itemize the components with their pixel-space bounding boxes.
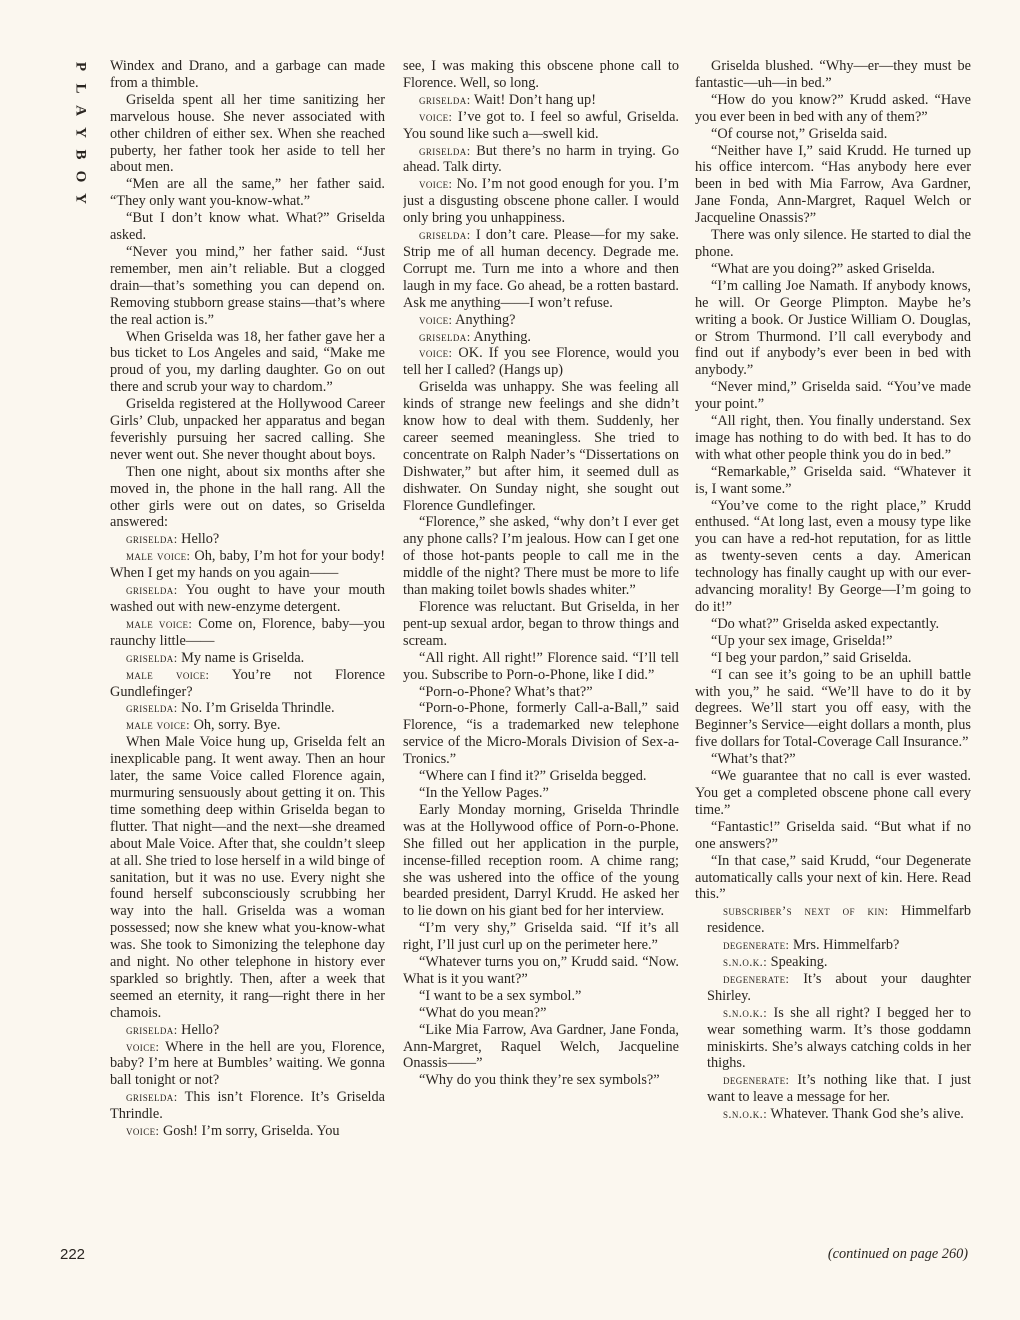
speaker-label: griselda: bbox=[126, 532, 178, 547]
dialogue-line bbox=[110, 582, 385, 616]
paragraph: “Florence,” she asked, “why don’t I ever get any phone calls? I’m jealous. How can I get one of those hot-pants people to call me in the middle of the night? There must be more to life than making toilet bowls shades whiter.” bbox=[403, 514, 679, 599]
paragraph: “I’m calling Joe Namath. If anybody knows, he will. Or George Plimpton. Maybe he’s writing a book. Or Justice William O. Douglas, or Strom Thurmond. I’ll call everybody and find out if anybody’s ever been in bed with anybody.” bbox=[695, 277, 971, 379]
speaker-label: griselda: bbox=[126, 1090, 178, 1105]
dialogue-text: Mrs. Himmelfarb? bbox=[789, 937, 900, 954]
dialogue-line bbox=[695, 971, 971, 1005]
dialogue-line bbox=[403, 345, 679, 379]
dialogue-line bbox=[695, 954, 971, 971]
dialogue-text: Come on, Florence, baby—you raunchy little—— bbox=[110, 615, 385, 649]
speaker-label: voice: bbox=[419, 346, 453, 361]
dialogue-text: Gosh! I’m sorry, Griselda. You bbox=[159, 1123, 340, 1140]
dialogue-line bbox=[695, 1072, 971, 1106]
dialogue-line bbox=[403, 109, 679, 143]
dialogue-text: No. I’m not good enough for you. I’m just a disgusting obscene phone caller. I would only bring you unhappiness. bbox=[403, 176, 679, 227]
paragraph: “But I don’t know what. What?” Griselda asked. bbox=[110, 210, 385, 244]
dialogue-line bbox=[695, 937, 971, 954]
paragraph: “Whatever turns you on,” Krudd said. “Now. What is it you want?” bbox=[403, 954, 679, 987]
dialogue-text: Is she all right? I begged her to wear something warm. It’s those goddamn miniskirts. She’s always catching colds in her thighs. bbox=[707, 1004, 971, 1072]
speaker-label: degenerate: bbox=[723, 938, 790, 953]
dialogue-line bbox=[110, 717, 385, 734]
paragraph: “Do what?” Griselda asked expectantly. bbox=[711, 615, 940, 632]
speaker-label: griselda: bbox=[126, 701, 178, 716]
page-number: 222 bbox=[60, 1246, 86, 1263]
dialogue-line bbox=[110, 1039, 385, 1090]
dialogue-text: You’re not Florence Gundlefinger? bbox=[110, 666, 385, 700]
masthead-letter: A bbox=[72, 105, 89, 116]
speaker-label: griselda: bbox=[419, 143, 471, 158]
paragraph: “Porn-o-Phone? What’s that?” bbox=[419, 683, 593, 700]
paragraph: “Men are all the same,” her father said. “They only want you-know-what.” bbox=[110, 176, 385, 210]
dialogue-text: I’ve got to. I feel so awful, Griselda. You sound like such a—swell kid. bbox=[403, 108, 679, 142]
speaker-label: griselda: bbox=[419, 329, 471, 344]
masthead-letter: B bbox=[72, 149, 89, 160]
paragraph: “All right, then. You finally understand. Sex image has nothing to do with bed. It has to do with what other people think you do in bed.” bbox=[695, 413, 971, 463]
masthead-letter: Y bbox=[72, 127, 89, 138]
dialogue-text: This isn’t Florence. It’s Griselda Thrindle. bbox=[110, 1089, 385, 1123]
dialogue-text: It’s nothing like that. I just want to leave a message for her. bbox=[707, 1072, 971, 1106]
paragraph: There was only silence. He started to dial the phone. bbox=[695, 227, 971, 260]
paragraph: “Porn-o-Phone, formerly Call-a-Ball,” said Florence, “is a trademarked new telephone service of the Micro-Morals Division of Sex-a-Tronics.” bbox=[403, 700, 679, 768]
speaker-label: subscriber’s next of kin: bbox=[723, 904, 889, 919]
paragraph: “I beg your pardon,” said Griselda. bbox=[711, 649, 912, 666]
paragraph: “I can see it’s going to be an uphill battle with you,” he said. “We’ll have to do it by degrees. We’ll start you off easy, with the Beginner’s Service—eight dollars a month, plus five dollars for Total-Coverage Call Insurance.” bbox=[695, 666, 971, 751]
speaker-label: griselda: bbox=[419, 228, 471, 243]
speaker-label: griselda: bbox=[126, 650, 178, 665]
paragraph: “We guarantee that no call is ever wasted. You get a completed obscene phone call every time.” bbox=[695, 768, 971, 818]
speaker-label: male voice: bbox=[126, 616, 193, 631]
paragraph: “Fantastic!” Griselda said. “But what if no one answers?” bbox=[695, 818, 971, 852]
paragraph: When Griselda was 18, her father gave her a bus ticket to Los Angeles and said, “Make me proud of you, my darling daughter. Go on out there and scrub your way to chardom.” bbox=[110, 328, 385, 396]
text-column-2 bbox=[403, 58, 679, 1276]
dialogue-text: Himmelfarb residence. bbox=[707, 903, 971, 937]
masthead-letter: O bbox=[72, 170, 89, 183]
masthead-letter: L bbox=[72, 83, 89, 94]
dialogue-line bbox=[403, 143, 679, 177]
dialogue-line bbox=[110, 1123, 385, 1140]
speaker-label: voice: bbox=[126, 1039, 160, 1054]
paragraph: “Never you mind,” her father said. “Just remember, men ain’t reliable. But a clogged drain—that’s something you can depend on. Removing stubborn grease stains—that’s where the real action is.” bbox=[110, 243, 385, 328]
paragraph: “What do you mean?” bbox=[419, 1004, 547, 1021]
paragraph: “I’m very shy,” Griselda said. “If it’s all right, I’ll just curl up on the perimeter here.” bbox=[403, 920, 679, 954]
paragraph: “How do you know?” Krudd asked. “Have you ever been in bed with any of them?” bbox=[695, 91, 971, 125]
dialogue-text: No. I’m Griselda Thrindle. bbox=[177, 700, 335, 717]
dialogue-line bbox=[403, 227, 679, 312]
paragraph: “Never mind,” Griselda said. “You’ve made your point.” bbox=[695, 379, 971, 413]
dialogue-line bbox=[403, 92, 679, 109]
paragraph: “Up your sex image, Griselda!” bbox=[711, 632, 893, 649]
speaker-label: s.n.o.k.: bbox=[723, 1107, 768, 1122]
paragraph: Florence was reluctant. But Griselda, in her pent-up sexual ardor, began to throw things and scream. bbox=[403, 599, 679, 649]
continued-note: (continued on page 260) bbox=[827, 1246, 968, 1262]
paragraph: see, I was making this obscene phone call to Florence. Well, so long. bbox=[403, 58, 679, 91]
paragraph: “I want to be a sex symbol.” bbox=[419, 987, 582, 1004]
paragraph: “Where can I find it?” Griselda begged. bbox=[419, 768, 647, 785]
dialogue-line bbox=[110, 650, 385, 667]
text-column-1 bbox=[110, 58, 385, 1276]
speaker-label: degenerate: bbox=[723, 1073, 790, 1088]
paragraph: “Of course not,” Griselda said. bbox=[711, 125, 888, 142]
dialogue-line bbox=[110, 531, 385, 548]
dialogue-line bbox=[110, 1022, 385, 1039]
paragraph: Griselda spent all her time sanitizing her marvelous house. She never associated with other children of either sex. When she reached puberty, her father took her aside to tell her about men. bbox=[110, 91, 385, 176]
dialogue-line bbox=[695, 903, 971, 937]
dialogue-text: OK. If you see Florence, would you tell her I called? (Hangs up) bbox=[403, 345, 679, 379]
paragraph: Then one night, about six months after she moved in, the phone in the hall rang. All the other girls were out on dates, so Griselda answered: bbox=[110, 463, 385, 531]
paragraph: Windex and Drano, and a garbage can made from a thimble. bbox=[110, 58, 385, 91]
dialogue-line bbox=[695, 1005, 971, 1073]
speaker-label: voice: bbox=[419, 177, 453, 192]
speaker-label: male voice: bbox=[126, 667, 210, 682]
dialogue-text: My name is Griselda. bbox=[177, 649, 305, 666]
dialogue-line bbox=[403, 329, 679, 346]
speaker-label: s.n.o.k.: bbox=[723, 1005, 768, 1020]
dialogue-line bbox=[110, 548, 385, 582]
paragraph: “Like Mia Farrow, Ava Gardner, Jane Fonda, Ann-Margret, Raquel Welch, Jacqueline Onassis——” bbox=[403, 1021, 679, 1072]
dialogue-line bbox=[110, 616, 385, 650]
speaker-label: griselda: bbox=[126, 1022, 178, 1037]
dialogue-text: You ought to have your mouth washed out with new-enzyme detergent. bbox=[110, 582, 385, 615]
paragraph: “Why do you think they’re sex symbols?” bbox=[419, 1072, 660, 1089]
text-column-3 bbox=[695, 58, 971, 1276]
dialogue-text: I don’t care. Please—for my sake. Strip me of all human decency. Degrade me. Corrupt me. Turn me into a whore and then laugh in my face. Go ahead, be a rotten bastard. Ask me anything——I won’t refuse. bbox=[403, 227, 679, 311]
paragraph: Early Monday morning, Griselda Thrindle was at the Hollywood office of Porn-o-Phone. She filled out her application in the purple, incense-filled reception room. A chime rang; she was ushered into the office of the young bearded president, Darryl Krudd. He asked her to lie down on his giant bed for her interview. bbox=[403, 801, 679, 920]
dialogue-text: Hello? bbox=[177, 531, 220, 548]
speaker-label: griselda: bbox=[126, 583, 178, 598]
dialogue-text: Anything? bbox=[452, 311, 516, 328]
dialogue-text: But there’s no harm in trying. Go ahead. Talk dirty. bbox=[403, 142, 679, 176]
speaker-label: griselda: bbox=[419, 92, 471, 107]
dialogue-line bbox=[695, 1106, 971, 1123]
paragraph: Griselda registered at the Hollywood Career Girls’ Club, unpacked her apparatus and began feverishly pursuing her sacred calling. She never went out. She never thought about boys. bbox=[110, 396, 385, 463]
paragraph: “You’ve come to the right place,” Krudd enthused. “At long last, even a mousy type like you can have a red-hot reputation, for as little as twenty-seven cents a day. American technology has finally caught up with our ever-advancing morality! By George—I’m going to do it!” bbox=[695, 497, 971, 615]
dialogue-text: Anything. bbox=[470, 328, 531, 345]
speaker-label: voice: bbox=[419, 109, 453, 124]
dialogue-line bbox=[110, 700, 385, 717]
dialogue-text: Where in the hell are you, Florence, baby? I’m here at Bumbles’ waiting. We gonna ball tonight or not? bbox=[110, 1038, 385, 1089]
dialogue-text: Whatever. Thank God she’s alive. bbox=[767, 1106, 964, 1123]
dialogue-text: Speaking. bbox=[767, 954, 828, 971]
dialogue-text: Oh, sorry. Bye. bbox=[190, 717, 281, 734]
speaker-label: s.n.o.k.: bbox=[723, 955, 768, 970]
speaker-label: voice: bbox=[126, 1124, 160, 1139]
dialogue-line bbox=[403, 176, 679, 227]
dialogue-text: Wait! Don’t hang up! bbox=[470, 91, 596, 108]
dialogue-line bbox=[110, 667, 385, 701]
paragraph: “All right. All right!” Florence said. “I’ll tell you. Subscribe to Porn-o-Phone, like I did.” bbox=[403, 649, 679, 683]
paragraph: “What are you doing?” asked Griselda. bbox=[711, 260, 935, 277]
speaker-label: voice: bbox=[419, 312, 453, 327]
speaker-label: male voice: bbox=[126, 718, 190, 733]
paragraph: “Remarkable,” Griselda said. “Whatever it is, I want some.” bbox=[695, 463, 971, 497]
dialogue-line bbox=[403, 312, 679, 329]
dialogue-text: Hello? bbox=[177, 1021, 220, 1038]
speaker-label: degenerate: bbox=[723, 971, 790, 986]
paragraph: When Male Voice hung up, Griselda felt an inexplicable pang. It went away. Then an hour later, the same Voice called Florence again, murmuring sensuously about getting it on. This time something deep within Griselda began to flutter. That night—and the next—she dreamed about Male Voice. After that, she couldn’t sleep at all. She tried to lose herself in a wild binge of sanitation, but it was no use. Every night she found herself subconsciously scrubbing her way into the hall. Griselda was a woman possessed; now she knew what you-know-what was. She took to Simonizing the telephone day and night. No other telephone in history ever sparkled so brightly. Then, after a week that seemed an eternity, it rang—right there in her chamois. bbox=[110, 734, 385, 1021]
masthead-letter: Y bbox=[72, 193, 89, 204]
paragraph: “What’s that?” bbox=[711, 751, 796, 768]
paragraph: “In the Yellow Pages.” bbox=[419, 784, 549, 801]
dialogue-text: It’s about your daughter Shirley. bbox=[707, 970, 971, 1004]
dialogue-line bbox=[110, 1089, 385, 1123]
paragraph: “Neither have I,” said Krudd. He turned up his office intercom. “Has anybody here ever been in bed with Mia Farrow, Ava Gardner, Jane Fonda, Ann-Margret, Raquel Welch or Jacqueline Onassis?” bbox=[695, 142, 971, 227]
dialogue-text: Oh, baby, I’m hot for your body! When I get my hands on you again—— bbox=[110, 548, 385, 582]
speaker-label: male voice: bbox=[126, 549, 191, 564]
paragraph: “In that case,” said Krudd, “our Degenerate automatically calls your next of kin. Here. Read this.” bbox=[695, 852, 971, 903]
masthead-letter: P bbox=[72, 61, 89, 72]
paragraph: Griselda was unhappy. She was feeling all kinds of strange new feelings and she didn’t know how to deal with them. Suddenly, her career seemed meaningless. She tried to concentrate on Ralph Nader’s “Dissertations on Dishwater,” but after him, it seemed dull as dishwater. On Sunday night, she sought out Florence Gundlefinger. bbox=[403, 379, 679, 514]
paragraph: Griselda blushed. “Why—er—they must be fantastic—uh—in bed.” bbox=[695, 58, 971, 91]
